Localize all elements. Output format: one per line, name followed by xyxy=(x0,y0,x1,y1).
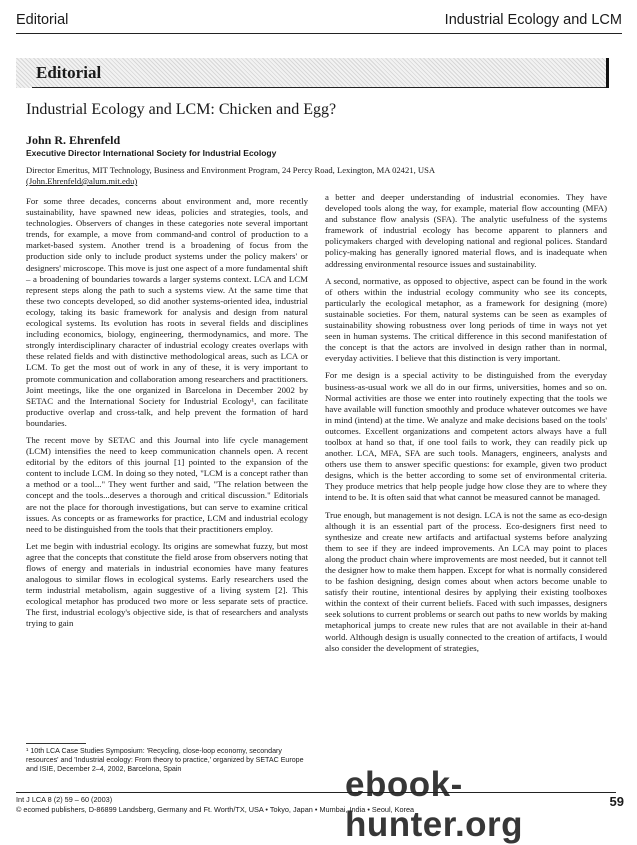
header-rule xyxy=(16,33,622,34)
left-column xyxy=(26,196,308,636)
author-affiliation xyxy=(26,165,596,187)
paragraph: For some three decades, concerns about environment and, more recently sustainability, have spawned new ideas, policies and strategies, tools, and technologies. Observers of changes in these categories note several important trends, for example, a move from command-and control of production to a market-based system. Another trend is a broadening of focus from the production side only to include product systems under the policy makers' or designers' microscope. This move is just one aspect of a more fundamental shift – a broadening of boundaries towards a larger systems context. LCA and LCM represent steps along the path to such a systems view. At the same time that these two concepts developed, so did another systems-oriented idea, industrial ecology, taking its basic framework for analysis and design from natural ecological systems. Its evolution has roots in several fields and disciplines including economics, biology, engineering, thermodynamics, and more. The strongly interdisciplinary character of industrial ecology creates overlaps with these related fields and with distinctive methodological areas, such as LCA or LCM. To get the most out of work in any of these, it is very important to promote communication and collaboration among researchers and practitioners. Joint meetings, like the one organized in Barcelona in December 2002 by SETAC and the International Society for Industrial Ecology¹, can facilitate productive overlap and cross-talk, and help prevent the formation of hard boundaries. xyxy=(26,196,308,428)
paragraph: The recent move by SETAC and this Journal into life cycle management (LCM) intensifies the need to keep communication channels open. A recent editorial by the editors of this journal [1] pointed to the expansion of the content to include LCM. In doing so they noted, "LCM is a concept rather than a method or a tool..." They went further and said, "The relation between the concept and the tools...deserves a thorough and critical discussion." Editorials are not the place for thorough investigations, but can serve to examine critical issues. As concepts or as frameworks for practice, LCM and industrial ecology need to be distinguished from the tools that their practitioners employ. xyxy=(26,434,308,534)
footnote: ¹ 10th LCA Case Studies Symposium: 'Recycling, close-loop economy, secondary resources' and 'Industrial ecology: From theory to practice,' organized by SETAC Europe and ISIE, December 2–4, 2002, Barcelona, Spain xyxy=(26,747,304,773)
running-header xyxy=(16,0,622,40)
journal-citation: Int J LCA 8 (2) 59 – 60 (2003) xyxy=(16,795,113,804)
right-column xyxy=(325,192,607,660)
author-position: Executive Director International Society for Industrial Ecology xyxy=(26,148,277,158)
page-number: 59 xyxy=(609,794,624,809)
author-email-link[interactable]: (John.Ehrenfeld@alum.mit.edu) xyxy=(26,176,138,186)
paragraph: For me design is a special activity to be distinguished from the everyday business-as-usual work we all do in our firms, universities, homes and so on. Normal activities are those we enter into routinely expecting that the tools we have available will function smoothly and produce whatever outcomes we have in mind (intend) at the time. We analyze and make decisions based on the tools' outcomes. Excellent organizations and competent actors always have a full toolbox at hand so that, if one tool fails to work, they can readily pick up another. LCA, MFA, SFA are such tools. Managers, engineers, analysts and others use them to answer specific questions: for example, given two product designs, which is the better according to some set of environmental criteria. They produce metrics that help people judge how close they are to where they intend to be. It is often said that what cannot be measured cannot be managed. xyxy=(325,370,607,503)
article-title: Industrial Ecology and LCM: Chicken and Egg? xyxy=(26,101,337,118)
section-banner xyxy=(16,58,609,88)
banner-underline xyxy=(32,87,606,88)
author-name: John R. Ehrenfeld xyxy=(26,133,121,147)
watermark: ebook-hunter.org xyxy=(345,765,524,844)
footnote-rule xyxy=(26,743,86,744)
paragraph: Let me begin with industrial ecology. Its origins are somewhat fuzzy, but most agree that the concepts that constitute the field arose from observers noting that flows of energy and materials in industrial economies have many features analogous to similar flows in ecological systems. Early researchers used the term industrial metabolism, again suggestive of a living system [2]. This ecological metaphor has produced two more or less separate sets of practice. The first, industrial ecology's objective side, is that of researchers and analysts trying to gain xyxy=(26,540,308,629)
section-label: Editorial xyxy=(16,12,69,28)
paragraph: A second, normative, as opposed to objective, aspect can be found in the work of others within the industrial ecology community who see its concepts, particularly the ecological metaphor, as a framework for designing (more) sustainable societies. For them, natural systems can be seen as examples of sustainability showing robustness over long periods of time in ways not yet seen in human systems. The critical difference in this second manifestation of the concept is that the actors are involved in design rather than in normal, everyday activities. I believe that this distinction is very important. xyxy=(325,275,607,364)
affiliation-text: Director Emeritus, MIT Technology, Business and Environment Program, 24 Percy Road, Lexington, MA 02421, USA xyxy=(26,165,436,175)
journal-topic: Industrial Ecology and LCM xyxy=(444,12,622,28)
paragraph: a better and deeper understanding of industrial economies. They have developed tools along the way, for example, material flow accounting (MFA) and substance flow analysis (SFA). The analytic usefulness of the systems framework of industrial ecology has become apparent to planners and policymakers charged with developing national and regional polices. Standard policy-making has generally ignored material flows, and is inadequate when addressing environmental resource issues and sustainability. xyxy=(325,192,607,269)
paragraph: True enough, but management is not design. LCA is not the same as eco-design although it is an essential part of the process. Eco-designers first need to synthesize and create new artifacts and artifactual systems before analyzing them to see if they are indeed improvements. An LCA may point to places along the product chain where improvements are most needed, but it cannot tell the designer how to make them happen. Except for what is normally considered to be fashion designing, design comes about when actors become unable to satisfy their routine, intentional desires by applying their existing toolboxes within the context of their current beliefs. Faced with such impasses, designers seek solutions to current problems or search out paths to new worlds by making metaphorical jumps to create new rules that are not available in their at-hand world. Although design is usually connected to the creation of artifacts, I would also consider the development of strategies, xyxy=(325,509,607,653)
banner-label: Editorial xyxy=(36,63,102,82)
publisher-line: © ecomed publishers, D-86899 Landsberg, Germany and Ft. Worth/TX, USA • Tokyo, Japan • Mumbai, India • Seoul, Korea xyxy=(16,805,415,814)
